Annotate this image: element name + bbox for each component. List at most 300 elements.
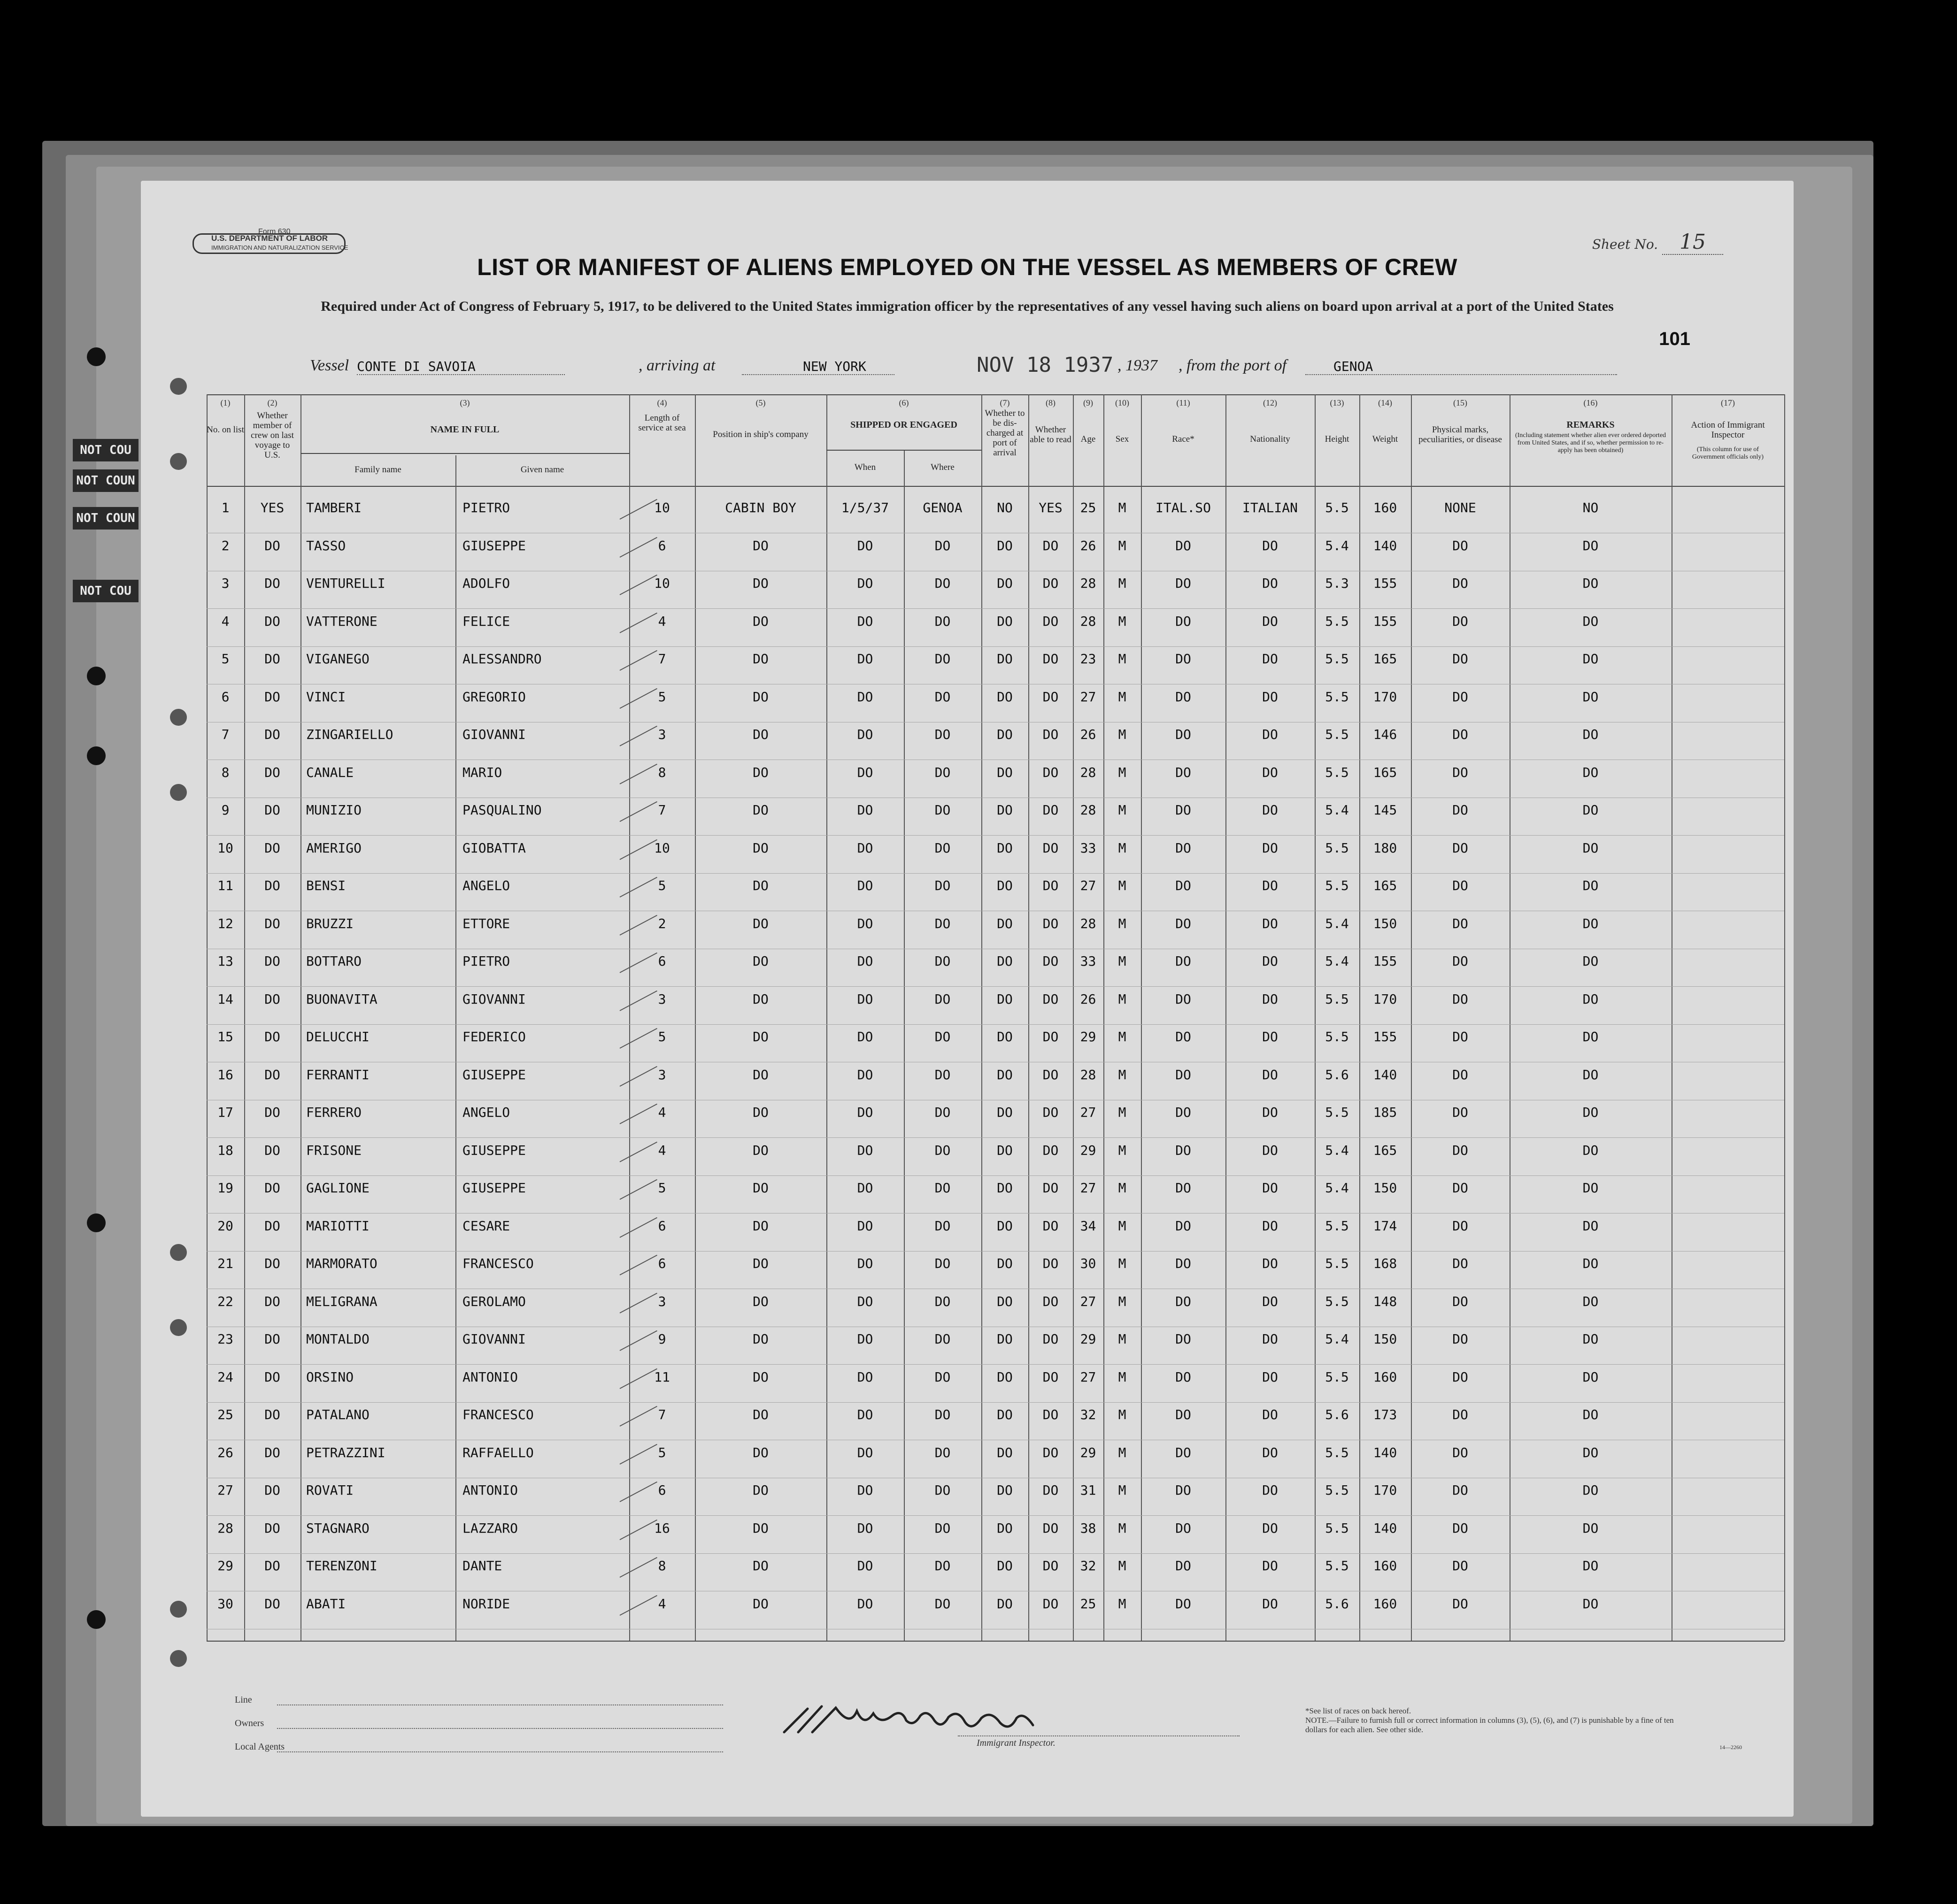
row-22-family: MELIGRANA — [306, 1293, 378, 1309]
row-27-where: DO — [934, 1482, 951, 1498]
col-number-10: (10) — [1115, 398, 1129, 407]
row-29-nat: DO — [1262, 1558, 1278, 1574]
row-11-read: DO — [1042, 878, 1059, 893]
row-10-wt: 180 — [1373, 840, 1397, 856]
row-30-ht: 5.6 — [1325, 1596, 1349, 1612]
row-29-phys: DO — [1452, 1558, 1468, 1574]
row-29-race: DO — [1175, 1558, 1191, 1574]
header-length-service: Length of service at sea — [638, 413, 686, 433]
footer-owners-blank — [277, 1727, 723, 1729]
row-6-when: DO — [857, 689, 873, 705]
row-2-disc: DO — [997, 537, 1013, 553]
row-2-ht: 5.4 — [1325, 537, 1349, 553]
row-30-phys: DO — [1452, 1596, 1468, 1612]
form-number: Form 630 — [258, 228, 291, 236]
row-3-rem: DO — [1582, 576, 1599, 591]
row-26-no: 26 — [217, 1444, 233, 1460]
row-22-len: 3 — [658, 1293, 666, 1309]
vessel-line — [310, 353, 1718, 380]
row-19-prev: DO — [264, 1180, 280, 1196]
row-12-read: DO — [1042, 915, 1059, 931]
column-rule — [904, 451, 905, 1641]
row-9-rem: DO — [1582, 802, 1599, 818]
row-8-family: CANALE — [306, 764, 354, 780]
row-4-race: DO — [1175, 613, 1191, 629]
row-29-no: 29 — [217, 1558, 233, 1574]
row-27-disc: DO — [997, 1482, 1013, 1498]
row-1-sex: M — [1118, 500, 1126, 515]
row-29-family: TERENZONI — [306, 1558, 378, 1574]
row-6-disc: DO — [997, 689, 1013, 705]
row-26-len: 5 — [658, 1444, 666, 1460]
row-20-phys: DO — [1452, 1218, 1468, 1234]
row-25-read: DO — [1042, 1407, 1059, 1422]
row-16-wt: 140 — [1373, 1067, 1397, 1083]
row-28-age: 38 — [1080, 1520, 1096, 1536]
row-22-ht: 5.5 — [1325, 1293, 1349, 1309]
row-3-read: DO — [1042, 576, 1059, 591]
row-20-rem: DO — [1582, 1218, 1599, 1234]
binder-hole — [87, 667, 106, 685]
row-1-age: 25 — [1080, 500, 1096, 515]
row-7-ht: 5.5 — [1325, 727, 1349, 742]
row-14-prev: DO — [264, 991, 280, 1007]
row-11-given: ANGELO — [462, 878, 510, 893]
from-port-label: , from the port of — [1179, 357, 1287, 374]
row-4-len: 4 — [658, 613, 666, 629]
row-29-given: DANTE — [462, 1558, 502, 1574]
row-3-nat: DO — [1262, 576, 1278, 591]
row-11-prev: DO — [264, 878, 280, 893]
row-28-phys: DO — [1452, 1520, 1468, 1536]
row-28-sex: M — [1118, 1520, 1126, 1536]
row-15-ht: 5.5 — [1325, 1029, 1349, 1044]
row-25-len: 7 — [658, 1407, 666, 1422]
row-3-ht: 5.3 — [1325, 576, 1349, 591]
row-27-nat: DO — [1262, 1482, 1278, 1498]
row-rule — [207, 608, 1784, 609]
row-17-phys: DO — [1452, 1105, 1468, 1120]
row-20-no: 20 — [217, 1218, 233, 1234]
row-17-no: 17 — [217, 1105, 233, 1120]
row-16-phys: DO — [1452, 1067, 1468, 1083]
col-number-11: (11) — [1176, 398, 1190, 407]
row-14-ht: 5.5 — [1325, 991, 1349, 1007]
row-29-age: 32 — [1080, 1558, 1096, 1574]
row-7-sex: M — [1118, 727, 1126, 742]
row-19-wt: 150 — [1373, 1180, 1397, 1196]
row-5-pos: DO — [753, 651, 769, 667]
row-24-len: 11 — [654, 1369, 670, 1385]
row-22-nat: DO — [1262, 1293, 1278, 1309]
row-3-sex: M — [1118, 576, 1126, 591]
row-23-disc: DO — [997, 1331, 1013, 1347]
row-22-pos: DO — [753, 1293, 769, 1309]
row-18-prev: DO — [264, 1142, 280, 1158]
row-21-when: DO — [857, 1256, 873, 1271]
row-24-phys: DO — [1452, 1369, 1468, 1385]
row-28-no: 28 — [217, 1520, 233, 1536]
row-20-when: DO — [857, 1218, 873, 1234]
row-1-len: 10 — [654, 500, 670, 515]
row-21-phys: DO — [1452, 1256, 1468, 1271]
row-14-sex: M — [1118, 991, 1126, 1007]
row-17-read: DO — [1042, 1105, 1059, 1120]
row-14-wt: 170 — [1373, 991, 1397, 1007]
row-14-nat: DO — [1262, 991, 1278, 1007]
row-13-pos: DO — [753, 953, 769, 969]
row-11-where: DO — [934, 878, 951, 893]
row-26-rem: DO — [1582, 1444, 1599, 1460]
row-20-given: CESARE — [462, 1218, 510, 1234]
row-18-nat: DO — [1262, 1142, 1278, 1158]
footer-line-label: Line — [235, 1695, 252, 1705]
row-10-when: DO — [857, 840, 873, 856]
row-8-disc: DO — [997, 764, 1013, 780]
row-14-where: DO — [934, 991, 951, 1007]
row-7-race: DO — [1175, 727, 1191, 742]
row-27-read: DO — [1042, 1482, 1059, 1498]
page-number: 101 — [1659, 329, 1690, 349]
row-24-age: 27 — [1080, 1369, 1096, 1385]
row-23-prev: DO — [264, 1331, 280, 1347]
row-10-given: GIOBATTA — [462, 840, 526, 856]
left-tab-1: NOT COU — [73, 439, 139, 461]
row-14-family: BUONAVITA — [306, 991, 378, 1007]
row-25-disc: DO — [997, 1407, 1013, 1422]
header-family-name: Family name — [354, 465, 401, 475]
row-4-age: 28 — [1080, 613, 1096, 629]
row-17-family: FERRERO — [306, 1105, 362, 1120]
race-note: *See list of races on back hereof. — [1305, 1706, 1411, 1715]
binder-hole — [87, 1213, 106, 1232]
row-11-age: 27 — [1080, 878, 1096, 893]
row-3-disc: DO — [997, 576, 1013, 591]
row-9-prev: DO — [264, 802, 280, 818]
row-3-where: DO — [934, 576, 951, 591]
row-14-age: 26 — [1080, 991, 1096, 1007]
row-10-sex: M — [1118, 840, 1126, 856]
row-rule — [207, 835, 1784, 836]
row-9-len: 7 — [658, 802, 666, 818]
row-7-given: GIOVANNI — [462, 727, 526, 742]
row-29-prev: DO — [264, 1558, 280, 1574]
header-physical-marks: Physical marks, peculiarities, or disease — [1418, 425, 1502, 445]
row-10-len: 10 — [654, 840, 670, 856]
row-18-ht: 5.4 — [1325, 1142, 1349, 1158]
row-25-wt: 173 — [1373, 1407, 1397, 1422]
row-10-rem: DO — [1582, 840, 1599, 856]
row-16-rem: DO — [1582, 1067, 1599, 1083]
row-20-prev: DO — [264, 1218, 280, 1234]
row-9-disc: DO — [997, 802, 1013, 818]
row-21-where: DO — [934, 1256, 951, 1271]
row-7-len: 3 — [658, 727, 666, 742]
row-15-disc: DO — [997, 1029, 1013, 1044]
row-29-disc: DO — [997, 1558, 1013, 1574]
header-race: Race* — [1172, 434, 1194, 444]
row-19-rem: DO — [1582, 1180, 1599, 1196]
row-17-where: DO — [934, 1105, 951, 1120]
row-20-ht: 5.5 — [1325, 1218, 1349, 1234]
col-number-9: (9) — [1083, 398, 1093, 407]
row-4-wt: 155 — [1373, 613, 1397, 629]
row-25-pos: DO — [753, 1407, 769, 1422]
left-tab-2: NOT COUN — [73, 469, 139, 492]
row-13-rem: DO — [1582, 953, 1599, 969]
row-19-read: DO — [1042, 1180, 1059, 1196]
row-3-wt: 155 — [1373, 576, 1397, 591]
row-19-sex: M — [1118, 1180, 1126, 1196]
fine-note: NOTE.—Failure to furnish full or correct information in columns (3), (5), (6), and (7) is punishable by a fine of ten dollars for each alien. See other side. — [1305, 1716, 1674, 1734]
row-26-age: 29 — [1080, 1444, 1096, 1460]
row-15-when: DO — [857, 1029, 873, 1044]
footer-note — [1305, 1706, 1690, 1735]
row-26-given: RAFFAELLO — [462, 1444, 534, 1460]
row-7-when: DO — [857, 727, 873, 742]
row-14-pos: DO — [753, 991, 769, 1007]
row-20-race: DO — [1175, 1218, 1191, 1234]
row-12-race: DO — [1175, 915, 1191, 931]
row-26-where: DO — [934, 1444, 951, 1460]
row-6-prev: DO — [264, 689, 280, 705]
row-19-ht: 5.4 — [1325, 1180, 1349, 1196]
row-25-where: DO — [934, 1407, 951, 1422]
row-13-family: BOTTARO — [306, 953, 362, 969]
row-22-no: 22 — [217, 1293, 233, 1309]
row-7-read: DO — [1042, 727, 1059, 742]
row-19-where: DO — [934, 1180, 951, 1196]
row-11-phys: DO — [1452, 878, 1468, 893]
row-29-wt: 160 — [1373, 1558, 1397, 1574]
row-30-pos: DO — [753, 1596, 769, 1612]
row-1-nat: ITALIAN — [1242, 500, 1298, 515]
row-10-age: 33 — [1080, 840, 1096, 856]
header-sex: Sex — [1115, 434, 1129, 444]
row-8-no: 8 — [221, 764, 230, 780]
row-17-sex: M — [1118, 1105, 1126, 1120]
row-26-when: DO — [857, 1444, 873, 1460]
row-23-ht: 5.4 — [1325, 1331, 1349, 1347]
row-1-no: 1 — [221, 500, 230, 515]
sheet-number-label: Sheet No. — [1592, 237, 1658, 252]
row-30-when: DO — [857, 1596, 873, 1612]
row-11-family: BENSI — [306, 878, 346, 893]
row-16-read: DO — [1042, 1067, 1059, 1083]
col-number-14: (14) — [1378, 398, 1392, 407]
row-21-prev: DO — [264, 1256, 280, 1271]
row-1-prev: YES — [260, 500, 285, 515]
row-8-prev: DO — [264, 764, 280, 780]
row-12-wt: 150 — [1373, 915, 1397, 931]
column-rule — [455, 455, 456, 1641]
row-1-family: TAMBERI — [306, 500, 362, 515]
row-6-rem: DO — [1582, 689, 1599, 705]
row-18-pos: DO — [753, 1142, 769, 1158]
row-6-no: 6 — [221, 689, 230, 705]
row-24-rem: DO — [1582, 1369, 1599, 1385]
row-26-read: DO — [1042, 1444, 1059, 1460]
row-11-when: DO — [857, 878, 873, 893]
row-2-phys: DO — [1452, 537, 1468, 553]
row-15-no: 15 — [217, 1029, 233, 1044]
row-4-where: DO — [934, 613, 951, 629]
row-30-nat: DO — [1262, 1596, 1278, 1612]
col-number-6: (6) — [899, 398, 909, 407]
row-10-prev: DO — [264, 840, 280, 856]
row-8-age: 28 — [1080, 764, 1096, 780]
row-25-sex: M — [1118, 1407, 1126, 1422]
row-4-when: DO — [857, 613, 873, 629]
row-15-len: 5 — [658, 1029, 666, 1044]
row-13-disc: DO — [997, 953, 1013, 969]
row-14-no: 14 — [217, 991, 233, 1007]
row-22-race: DO — [1175, 1293, 1191, 1309]
table-top-rule — [207, 394, 1784, 395]
row-29-pos: DO — [753, 1558, 769, 1574]
row-24-no: 24 — [217, 1369, 233, 1385]
row-7-prev: DO — [264, 727, 280, 742]
row-9-sex: M — [1118, 802, 1126, 818]
sheet-hole — [170, 784, 187, 801]
row-5-when: DO — [857, 651, 873, 667]
row-2-sex: M — [1118, 537, 1126, 553]
inspector-signature — [779, 1699, 1061, 1737]
row-26-phys: DO — [1452, 1444, 1468, 1460]
row-4-ht: 5.5 — [1325, 613, 1349, 629]
row-23-family: MONTALDO — [306, 1331, 370, 1347]
row-9-ht: 5.4 — [1325, 802, 1349, 818]
row-21-pos: DO — [753, 1256, 769, 1271]
table-bottom-rule — [207, 1641, 1784, 1642]
row-5-wt: 165 — [1373, 651, 1397, 667]
row-9-pos: DO — [753, 802, 769, 818]
row-15-wt: 155 — [1373, 1029, 1397, 1044]
row-27-wt: 170 — [1373, 1482, 1397, 1498]
row-14-rem: DO — [1582, 991, 1599, 1007]
row-17-when: DO — [857, 1105, 873, 1120]
row-13-ht: 5.4 — [1325, 953, 1349, 969]
row-16-where: DO — [934, 1067, 951, 1083]
arrival-date-stamp: NOV 18 1937 — [977, 353, 1114, 377]
row-rule — [207, 986, 1784, 987]
row-6-race: DO — [1175, 689, 1191, 705]
row-20-where: DO — [934, 1218, 951, 1234]
row-12-where: DO — [934, 915, 951, 931]
row-20-pos: DO — [753, 1218, 769, 1234]
col-number-1: (1) — [220, 398, 231, 407]
row-3-len: 10 — [654, 576, 670, 591]
row-24-when: DO — [857, 1369, 873, 1385]
row-10-pos: DO — [753, 840, 769, 856]
row-24-pos: DO — [753, 1369, 769, 1385]
header-whether-member: Whether member of crew on last voyage to U.S. — [251, 411, 294, 460]
row-22-phys: DO — [1452, 1293, 1468, 1309]
row-18-rem: DO — [1582, 1142, 1599, 1158]
service-name: IMMIGRATION AND NATURALIZATION SERVICE — [211, 244, 348, 251]
row-9-when: DO — [857, 802, 873, 818]
row-29-sex: M — [1118, 1558, 1126, 1574]
row-18-phys: DO — [1452, 1142, 1468, 1158]
row-30-prev: DO — [264, 1596, 280, 1612]
row-29-where: DO — [934, 1558, 951, 1574]
row-12-nat: DO — [1262, 915, 1278, 931]
row-8-sex: M — [1118, 764, 1126, 780]
row-12-no: 12 — [217, 915, 233, 931]
row-13-phys: DO — [1452, 953, 1468, 969]
row-17-rem: DO — [1582, 1105, 1599, 1120]
row-13-race: DO — [1175, 953, 1191, 969]
row-2-where: DO — [934, 537, 951, 553]
row-18-race: DO — [1175, 1142, 1191, 1158]
row-rule — [207, 1024, 1784, 1025]
row-8-race: DO — [1175, 764, 1191, 780]
row-12-pos: DO — [753, 915, 769, 931]
row-6-nat: DO — [1262, 689, 1278, 705]
row-24-ht: 5.5 — [1325, 1369, 1349, 1385]
row-11-nat: DO — [1262, 878, 1278, 893]
row-15-given: FEDERICO — [462, 1029, 526, 1044]
inspector-label: Immigrant Inspector. — [977, 1738, 1056, 1748]
row-7-age: 26 — [1080, 727, 1096, 742]
row-25-when: DO — [857, 1407, 873, 1422]
row-18-read: DO — [1042, 1142, 1059, 1158]
row-23-sex: M — [1118, 1331, 1126, 1347]
row-21-sex: M — [1118, 1256, 1126, 1271]
row-23-read: DO — [1042, 1331, 1059, 1347]
row-4-family: VATTERONE — [306, 613, 378, 629]
row-25-rem: DO — [1582, 1407, 1599, 1422]
row-rule — [207, 1137, 1784, 1138]
row-13-where: DO — [934, 953, 951, 969]
row-9-phys: DO — [1452, 802, 1468, 818]
row-4-no: 4 — [221, 613, 230, 629]
row-19-len: 5 — [658, 1180, 666, 1196]
row-9-wt: 145 — [1373, 802, 1397, 818]
row-3-phys: DO — [1452, 576, 1468, 591]
row-11-race: DO — [1175, 878, 1191, 893]
row-5-read: DO — [1042, 651, 1059, 667]
row-20-wt: 174 — [1373, 1218, 1397, 1234]
row-16-prev: DO — [264, 1067, 280, 1083]
row-12-ht: 5.4 — [1325, 915, 1349, 931]
row-3-prev: DO — [264, 576, 280, 591]
arrival-port: NEW YORK — [742, 359, 894, 375]
left-tab-4: NOT COU — [73, 580, 139, 602]
row-rule — [207, 1515, 1784, 1516]
row-18-len: 4 — [658, 1142, 666, 1158]
row-10-ht: 5.5 — [1325, 840, 1349, 856]
row-29-ht: 5.5 — [1325, 1558, 1349, 1574]
sheet-hole — [170, 1650, 187, 1667]
row-rule — [207, 646, 1784, 647]
row-24-where: DO — [934, 1369, 951, 1385]
row-25-given: FRANCESCO — [462, 1407, 534, 1422]
row-15-family: DELUCCHI — [306, 1029, 370, 1044]
row-30-given: NORIDE — [462, 1596, 510, 1612]
row-24-disc: DO — [997, 1369, 1013, 1385]
crew-table — [207, 394, 1784, 1676]
row-8-phys: DO — [1452, 764, 1468, 780]
row-1-pos: CABIN BOY — [725, 500, 796, 515]
row-9-no: 9 — [221, 802, 230, 818]
row-17-ht: 5.5 — [1325, 1105, 1349, 1120]
row-17-given: ANGELO — [462, 1105, 510, 1120]
row-5-prev: DO — [264, 651, 280, 667]
row-27-age: 31 — [1080, 1482, 1096, 1498]
row-25-age: 32 — [1080, 1407, 1096, 1422]
row-27-no: 27 — [217, 1482, 233, 1498]
